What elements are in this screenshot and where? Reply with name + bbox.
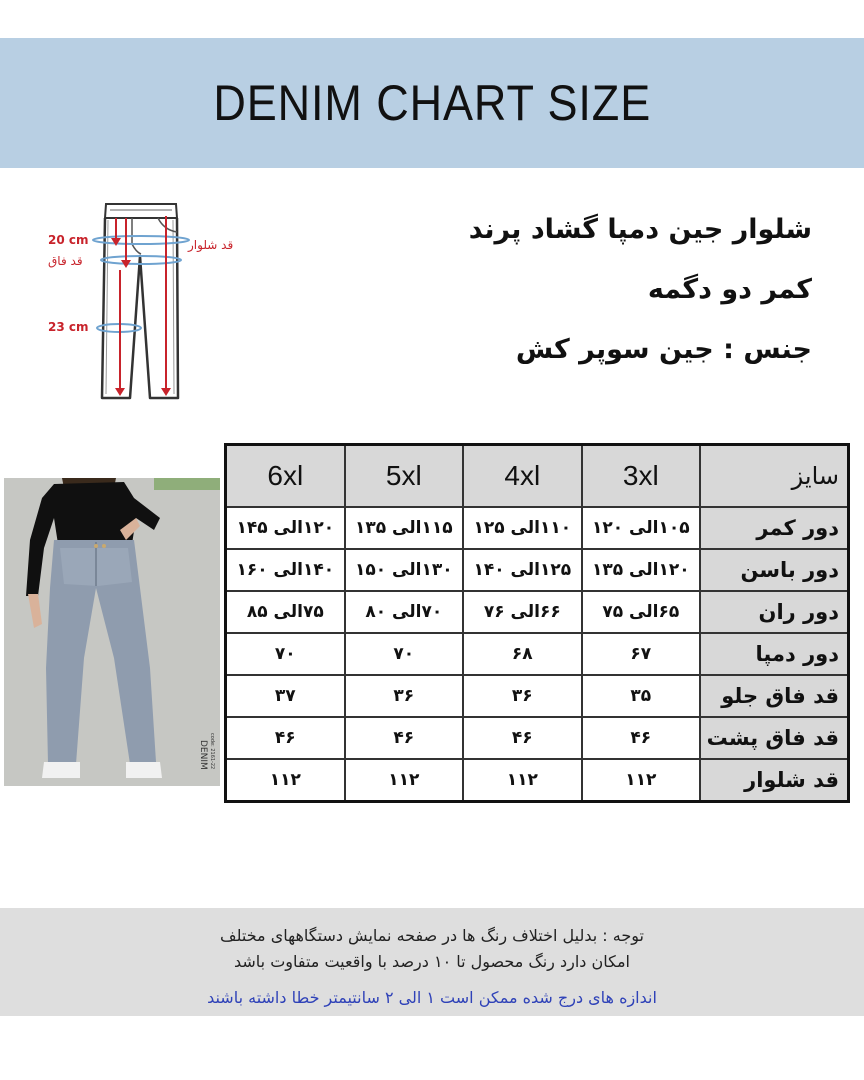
label-23cm: 23 cm <box>48 320 89 334</box>
table-cell: ۱۰۵الی ۱۲۰ <box>582 507 701 549</box>
table-cell: ۱۳۰الی ۱۵۰ <box>345 549 464 591</box>
table-cell: ۳۶ <box>345 675 464 717</box>
table-row-back-rise <box>226 717 849 759</box>
table-cell: ۳۵ <box>582 675 701 717</box>
table-cell: ۳۷ <box>226 675 345 717</box>
table-cell: ۴۶ <box>582 717 701 759</box>
table-cell: ۱۲۵الی ۱۴۰ <box>463 549 582 591</box>
table-cell: ۷۰الی ۸۰ <box>345 591 464 633</box>
table-row-length <box>226 759 849 802</box>
table-cell: ۷۵الی ۸۵ <box>226 591 345 633</box>
table-cell: ۳۶ <box>463 675 582 717</box>
table-cell: ۴۶ <box>345 717 464 759</box>
table-cell: ۴۶ <box>226 717 345 759</box>
header-size-label: سایز <box>700 445 848 508</box>
model-photo <box>4 478 220 786</box>
note-line-3: اندازه های درج شده ممکن است ۱ الی ۲ سانتیمتر خطا داشته باشند <box>207 988 657 1007</box>
row-label: دور دمپا <box>700 633 848 675</box>
row-label: قد فاق جلو <box>700 675 848 717</box>
table-row-hip <box>226 549 849 591</box>
header-size-3xl: 3xl <box>582 445 701 508</box>
table-cell: ۷۰ <box>226 633 345 675</box>
table-cell: ۱۴۰الی ۱۶۰ <box>226 549 345 591</box>
header-size-4xl: 4xl <box>463 445 582 508</box>
table-header-row <box>226 445 849 508</box>
table-cell: ۷۰ <box>345 633 464 675</box>
table-cell: ۱۱۰الی ۱۲۵ <box>463 507 582 549</box>
row-label: قد شلوار <box>700 759 848 802</box>
table-row-hem <box>226 633 849 675</box>
table-row-front-rise <box>226 675 849 717</box>
table-cell: ۱۲۰الی ۱۴۵ <box>226 507 345 549</box>
product-waist: کمر دو دگمه <box>647 274 812 305</box>
table-cell: ۱۱۲ <box>226 759 345 802</box>
table-cell: ۱۱۲ <box>345 759 464 802</box>
header-size-6xl: 6xl <box>226 445 345 508</box>
note-line-2: امکان دارد رنگ محصول تا ۱۰ درصد با واقعیت متفاوت باشد <box>234 952 630 971</box>
row-label: دور ران <box>700 591 848 633</box>
table-cell: ۱۱۲ <box>463 759 582 802</box>
title-banner <box>0 38 864 168</box>
label-20cm: 20 cm <box>48 233 89 247</box>
pants-outline-icon <box>40 196 260 408</box>
table-row-thigh <box>226 591 849 633</box>
table-cell: ۱۱۵الی ۱۳۵ <box>345 507 464 549</box>
table-cell: ۱۲۰الی ۱۳۵ <box>582 549 701 591</box>
label-gad-fagh: قد فاق <box>48 254 83 268</box>
label-gad-shalvar: قد شلوار <box>188 238 234 252</box>
row-label: دور کمر <box>700 507 848 549</box>
header-size-5xl: 5xl <box>345 445 464 508</box>
note-line-1: توجه : بدلیل اختلاف رنگ ها در صفحه نمایش دستگاههای مختلف <box>220 926 644 945</box>
disclaimer-note <box>0 908 864 1016</box>
page-title: DENIM CHART SIZE <box>213 75 651 131</box>
size-chart-table <box>224 443 850 803</box>
product-description <box>392 200 812 380</box>
table-cell: ۶۵الی ۷۵ <box>582 591 701 633</box>
table-cell: ۴۶ <box>463 717 582 759</box>
model-wearing-jeans-image <box>4 478 220 786</box>
table-row-waist <box>226 507 849 549</box>
table-cell: ۶۷ <box>582 633 701 675</box>
table-cell: ۶۶الی ۷۶ <box>463 591 582 633</box>
product-material: جنس : جین سوپر کش <box>515 334 812 365</box>
photo-code-text: code: 2161-22 <box>209 733 215 770</box>
row-label: دور باسن <box>700 549 848 591</box>
photo-brand-text: DENIM <box>198 740 208 770</box>
product-name: شلوار جین دمپا گشاد پرند <box>468 214 812 245</box>
pants-measurement-diagram <box>40 196 260 408</box>
row-label: قد فاق پشت <box>700 717 848 759</box>
table-cell: ۱۱۲ <box>582 759 701 802</box>
table-cell: ۶۸ <box>463 633 582 675</box>
